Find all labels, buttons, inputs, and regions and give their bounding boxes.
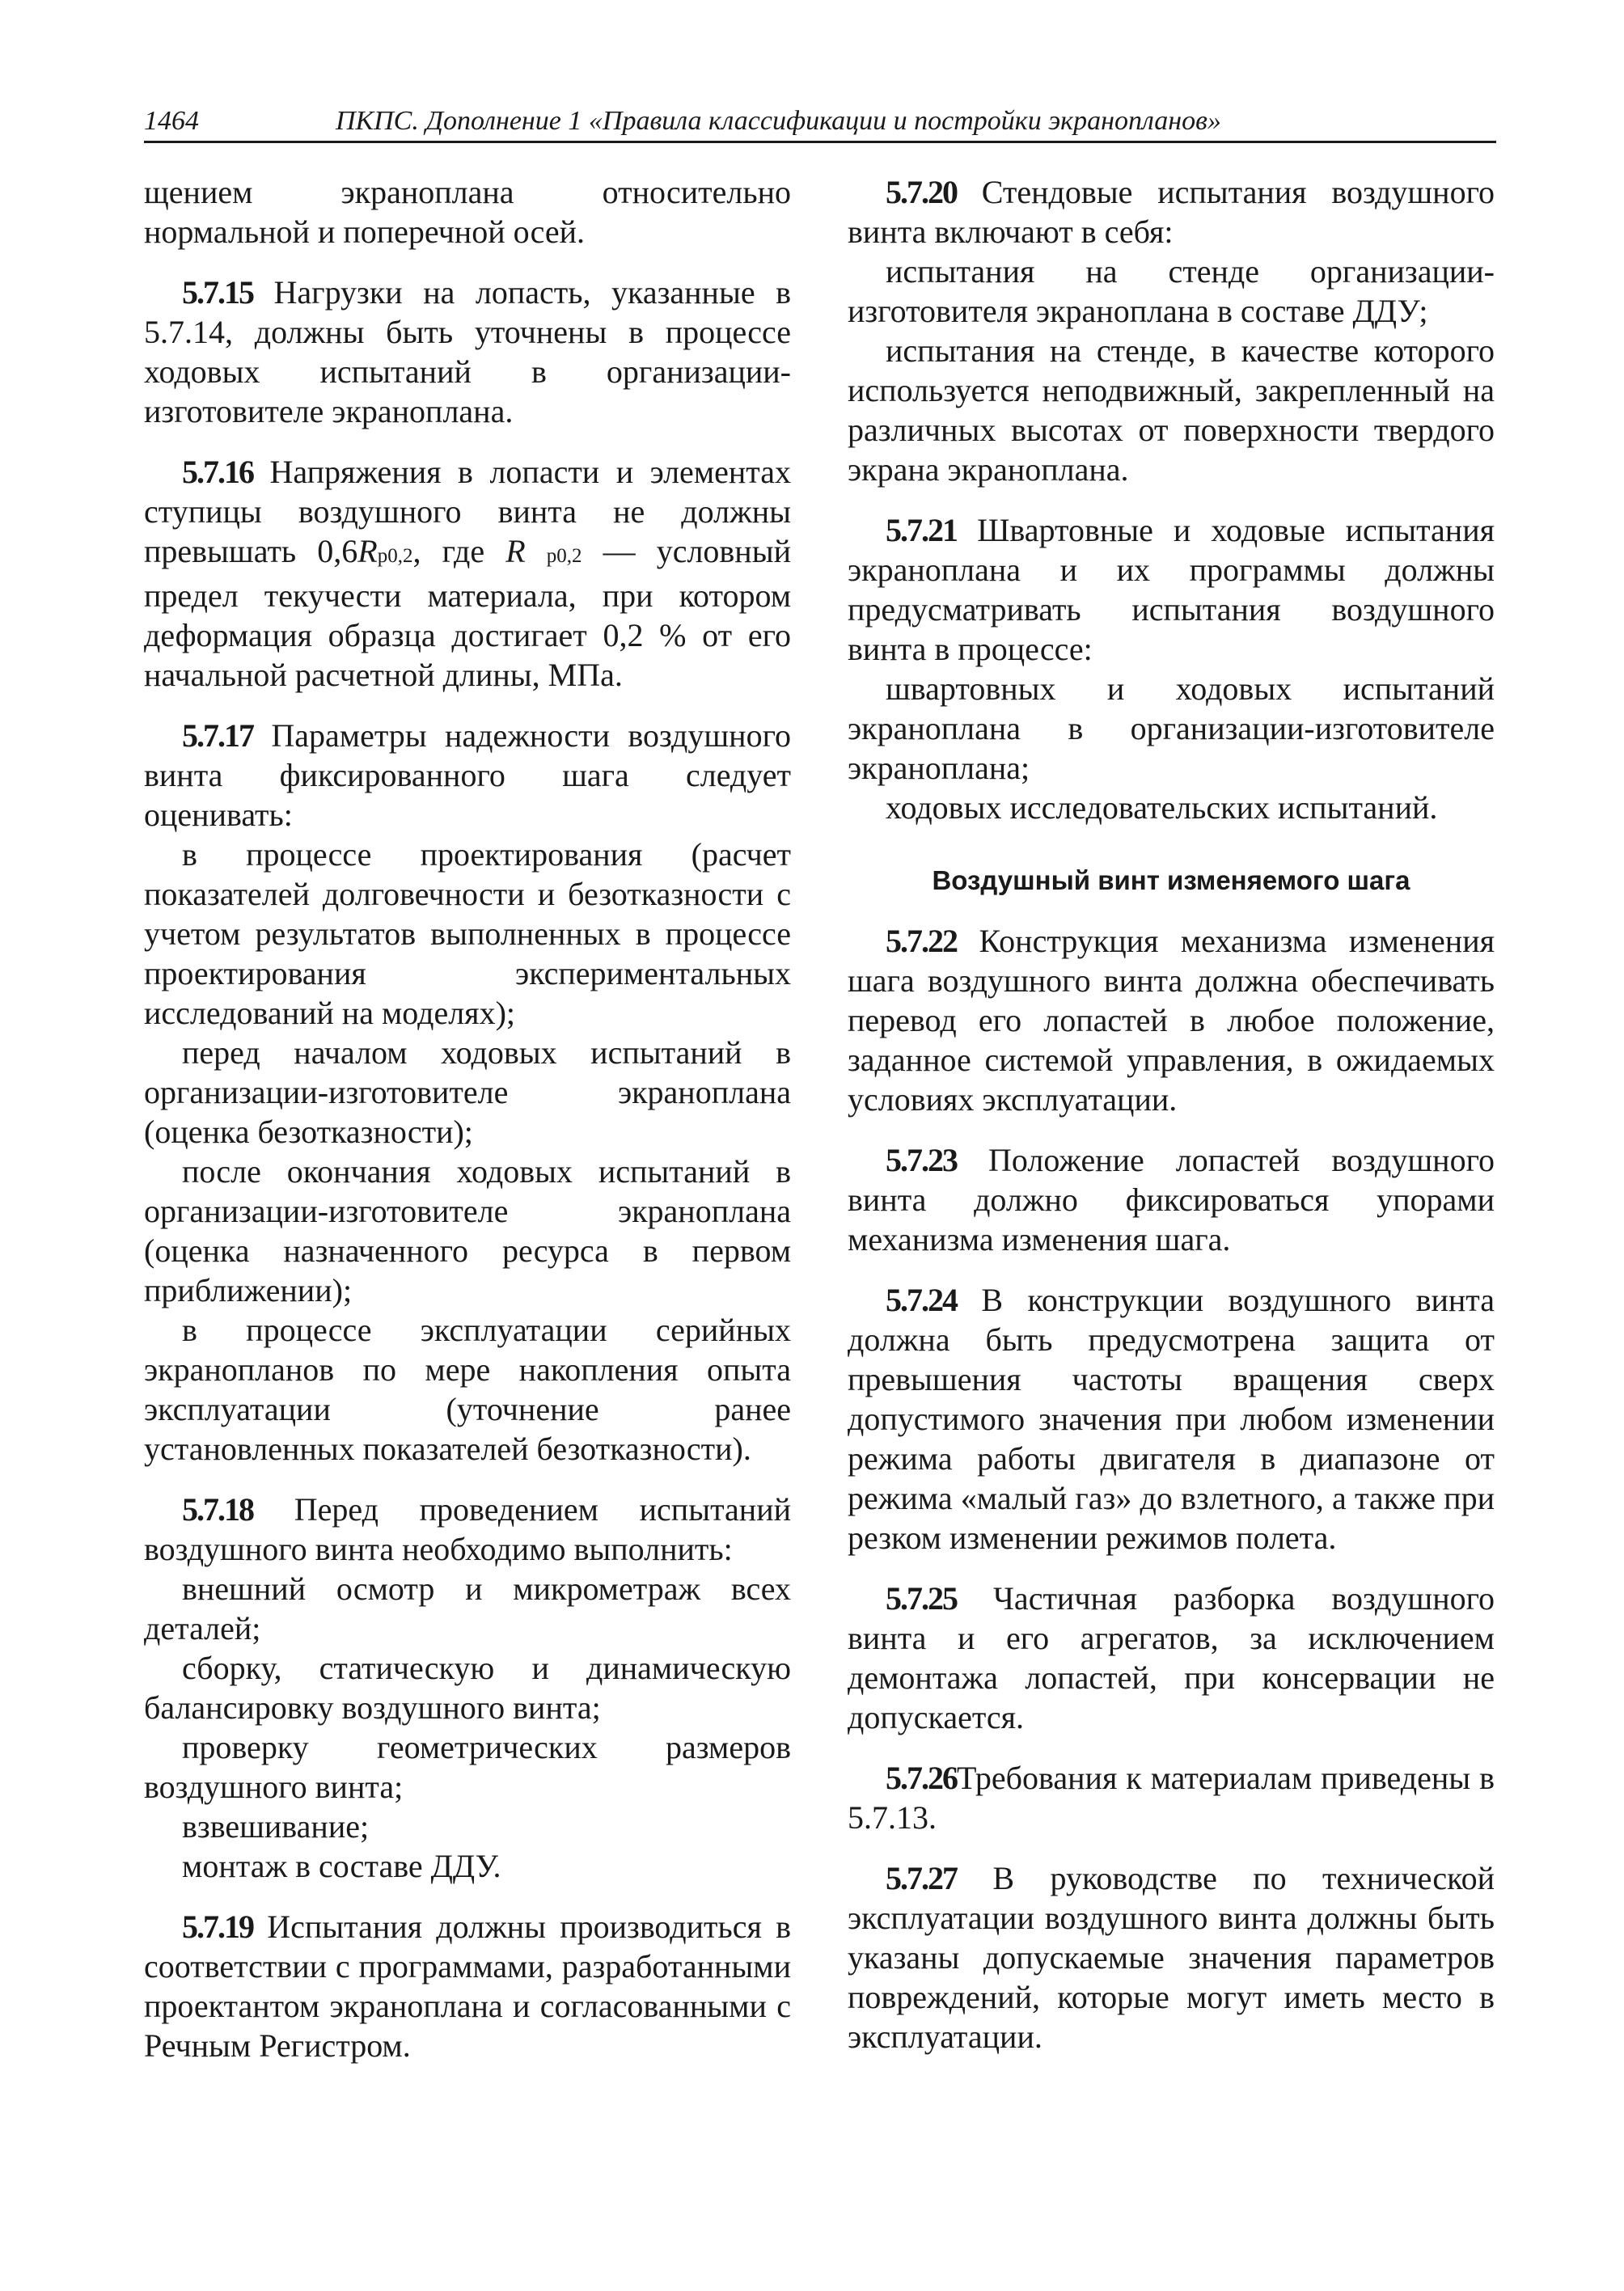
clause-number: 5.7.24 [886,1282,957,1318]
clause-number: 5.7.17 [182,717,253,754]
list-item: проверку геометрических размеров воздушного винта; [144,1729,791,1805]
clause-text: Нагрузки на лопасть, указанные в 5.7.14, должны быть уточнены в процессе ходовых испытаний в организации-изготовителе экраноплана. [144,274,792,429]
clause-number: 5.7.18 [182,1491,253,1528]
clause-5-7-23 [848,1140,1495,1259]
clause-5-7-20 [848,172,1495,252]
continued-text: щением экраноплана относительно нормальной и поперечной осей. [144,174,791,250]
clause-text: В конструкции воздушного винта должна быть предусмотрена защита от превышения частоты вращения сверх допустимого значения при любом изменении режима работы двигателя в диапазоне от режима «малый газ» до взлетного, а также при резком изменении режимов полета. [848,1282,1495,1556]
clause-number: 5.7.23 [886,1142,957,1178]
list-item: в процессе проектирования (расчет показателей долговечности и безотказности с учетом результатов выполненных в процессе проектирования экспериментальных исследований на моделях); [144,836,791,1031]
clause-5-7-24 [848,1280,1495,1558]
right-column [848,172,1495,2078]
list-item: сборку, статическую и динамическую балансировку воздушного винта; [144,1650,791,1726]
clause-text: Требования к материалам приведены в 5.7.13. [848,1760,1495,1836]
clause-text: , где [412,533,506,569]
list-item: в процессе эксплуатации серийных экранопланов по мере накопления опыта эксплуатации (уточнение ранее установленных показателей безотказности). [144,1312,791,1467]
clause-number: 5.7.26 [886,1760,957,1796]
clause-text: Перед проведением испытаний воздушного винта необходимо выполнить: [144,1491,792,1567]
clause-number: 5.7.22 [886,923,957,959]
clause-number: 5.7.25 [886,1580,957,1617]
clause-5-7-21 [848,510,1495,669]
list-item: швартовных и ходовых испытаний экраноплана в организации-изготовителе экраноплана; [848,670,1495,786]
list-item: испытания на стенде организации-изготовителя экраноплана в составе ДДУ; [848,253,1495,329]
list-item: испытания на стенде, в качестве которого используется неподвижный, закрепленный на различных высотах от поверхности твердого экрана экраноплана. [848,332,1495,488]
clause-number: 5.7.21 [886,512,957,548]
clause-text: Испытания должны производиться в соответствии с программами, разработанными проектантом экраноплана и согласованными с Речным Регистром. [144,1908,792,2064]
clause-number: 5.7.27 [886,1860,957,1896]
symbol-r: R [357,533,378,569]
clause-5-7-27 [848,1858,1495,2056]
clause-text: В руководстве по технической эксплуатации воздушного винта должны быть указаны допускаемые значения параметров повреждений, которые могут иметь место в эксплуатации. [848,1860,1495,2055]
clause-5-7-17 [144,716,791,835]
clause-5-7-22 [848,921,1495,1119]
list-item: ходовых исследовательских испытаний. [886,789,1438,826]
page-number: 1464 [144,106,199,136]
clause-number: 5.7.15 [182,274,253,311]
clause-number: 5.7.19 [182,1908,253,1945]
subscript: p0,2 [546,545,582,567]
clause-5-7-15 [144,273,791,431]
symbol-r: R [505,533,526,569]
list-item: внешний осмотр и микрометраж всех деталей; [144,1570,791,1646]
section-heading: Воздушный винт изменяемого шага [932,865,1410,895]
clause-number: 5.7.20 [886,174,957,210]
clause-5-7-18 [144,1490,791,1569]
clause-text: Конструкция механизма изменения шага воздушного винта должна обеспечивать перевод его лопастей в любое положение, заданное системой управления, в ожидаемых условиях эксплуатации. [848,923,1495,1118]
clause-text: — условный предел текучести материала, при котором деформация образца достигает 0,2 % от его начальной расчетной длины, МПа. [144,533,791,693]
clause-text: Параметры надежности воздушного винта фиксированного шага следует оценивать: [144,717,791,833]
subscript: p0,2 [377,545,413,567]
left-column [144,172,791,2086]
clause-number: 5.7.16 [182,454,253,490]
list-item: перед началом ходовых испытаний в организации-изготовителе экраноплана (оценка безотказности); [144,1034,791,1150]
clause-5-7-19 [144,1907,791,2065]
clause-5-7-16 [144,452,791,695]
running-header [144,104,1496,143]
clause-text: Швартовные и ходовые испытания экраноплана и их программы должны предусматривать испытания воздушного винта в процессе: [848,512,1495,667]
clause-text: Положение лопастей воздушного винта должно фиксироваться упорами механизма изменения шага. [848,1142,1495,1258]
list-item: монтаж в составе ДДУ. [182,1848,501,1884]
list-item: взвешивание; [182,1808,370,1845]
clause-text: Частичная разборка воздушного винта и его агрегатов, за исключением демонтажа лопастей, при консервации не допускается. [848,1580,1495,1735]
clause-text: Стендовые испытания воздушного винта включают в себя: [848,174,1495,250]
list-item: после окончания ходовых испытаний в организации-изготовителе экраноплана (оценка назначенного ресурса в первом приближении); [144,1153,791,1308]
clause-text: Напряжения в лопасти и элементах ступицы воздушного винта не должны превышать 0,6 [144,454,792,569]
clause-5-7-26 [848,1758,1495,1837]
clause-5-7-25 [848,1579,1495,1737]
header-title: ПКПС. Дополнение 1 «Правила классификации и постройки экранопланов» [336,106,1221,136]
